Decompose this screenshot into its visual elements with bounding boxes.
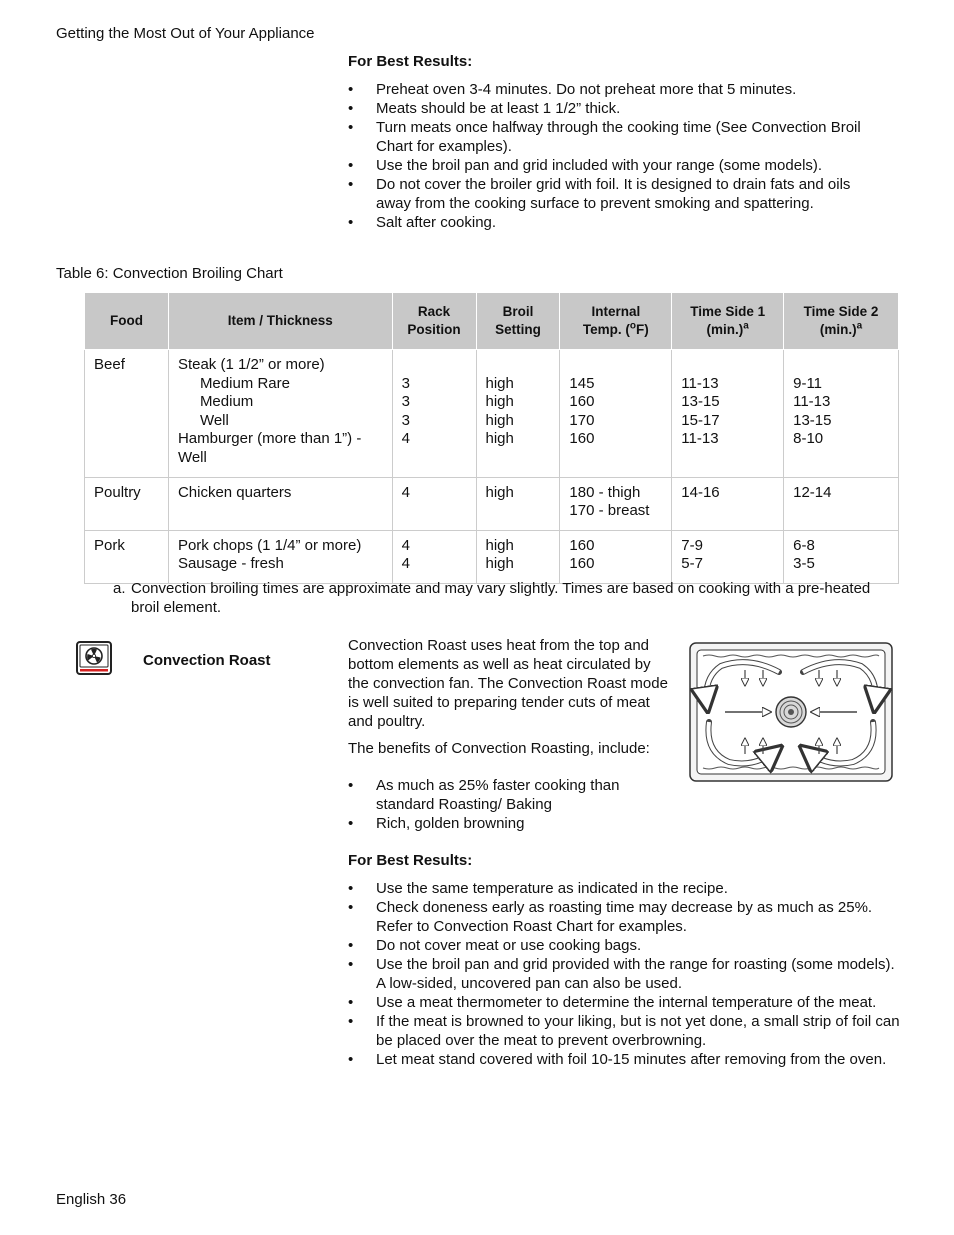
list-item: • Let meat stand covered with foil 10-15 minutes after removing from the oven. [348,1050,900,1069]
cell-temp: 160 160 [560,530,672,583]
footnote-text: Convection broiling times are approximate and may vary slightly. Times are based on cooking with a pre-heated broil element. [131,580,871,616]
broil-results-list [348,80,896,232]
list-item: • Rich, golden browning [348,814,670,833]
broil-results-heading: For Best Results: [348,53,473,70]
list-item: • Use the same temperature as indicated in the recipe. [348,879,900,898]
page-footer: English 36 [56,1191,127,1208]
list-item: • Do not cover meat or use cooking bags. [348,936,900,955]
roast-results-list [348,879,900,1069]
cell-food: Poultry [85,477,169,530]
convection-broiling-chart [84,292,899,584]
cell-item: Chicken quarters [168,477,392,530]
col-header-rack: Rack Position [392,293,476,350]
cell-temp: 180 - thigh 170 - breast [560,477,672,530]
cell-rack: 4 [392,477,476,530]
table-row [85,530,899,583]
cell-broil: high high high high [476,350,560,478]
cell-rack: 3 3 3 4 [392,350,476,478]
col-header-temp: Internal Temp. ($^o$F) [560,293,672,350]
list-item: • Check doneness early as roasting time may decrease by as much as 25%. Refer to Convection Roast Chart for examples. [348,898,900,936]
list-item: • Use the broil pan and grid provided with the range for roasting (some models). A low-sided, uncovered pan can also be used. [348,955,900,993]
list-item: • Turn meats once halfway through the cooking time (See Convection Broil Chart for examples). [348,118,896,156]
list-item: • Salt after cooking. [348,213,896,232]
col-header-broil: Broil Setting [476,293,560,350]
col-header-time-side-2: Time Side 2 $(\min.)^a$ [784,293,899,350]
cell-broil: high [476,477,560,530]
cell-food: Pork [85,530,169,583]
list-item: • Use the broil pan and grid included with your range (some models). [348,156,896,175]
table-caption: Table 6: Convection Broiling Chart [56,265,283,282]
convection-roast-icon [76,641,112,675]
cell-broil: high high [476,530,560,583]
roast-results-heading: For Best Results: [348,852,473,869]
table-footnote [113,579,873,617]
cell-time-side-2: 12-14 [784,477,899,530]
cell-time-side-1: 7-9 5-7 [672,530,784,583]
roast-benefits-intro: The benefits of Convection Roasting, include: [348,740,650,757]
col-header-item: Item / Thickness [168,293,392,350]
running-header: Getting the Most Out of Your Appliance [56,25,315,42]
list-item: • As much as 25% faster cooking than standard Roasting/ Baking [348,776,670,814]
table-header-row [85,293,899,350]
cell-time-side-1: 14-16 [672,477,784,530]
cell-time-side-1: 11-13 13-15 15-17 11-13 [672,350,784,478]
table-row [85,477,899,530]
roast-benefits-list [348,776,670,833]
cell-time-side-2: 9-11 11-13 13-15 8-10 [784,350,899,478]
col-header-time-side-1: Time Side 1 $(\min.)^a$ [672,293,784,350]
cell-rack: 4 4 [392,530,476,583]
cell-temp: 145 160 170 160 [560,350,672,478]
convection-airflow-diagram [689,642,893,782]
cell-time-side-2: 6-8 3-5 [784,530,899,583]
footnote-marker: a. [113,580,126,597]
cell-food: Beef [85,350,169,478]
list-item: • Use a meat thermometer to determine the internal temperature of the meat. [348,993,900,1012]
cell-item: Pork chops (1 1/4” or more) Sausage - fresh [168,530,392,583]
table-row [85,350,899,478]
roast-intro: Convection Roast uses heat from the top and bottom elements as well as heat circulated by the convection fan. The Convection Roast mode is well suited to preparing tender cuts of meat and poultry. [348,637,668,730]
list-item: • Do not cover the broiler grid with foil. It is designed to drain fats and oils away from the cooking surface to prevent smoking and spattering. [348,175,896,213]
col-header-food: Food [85,293,169,350]
list-item: • Meats should be at least 1 1/2” thick. [348,99,896,118]
section-title: Convection Roast [143,652,271,669]
list-item: • If the meat is browned to your liking, but is not yet done, a small strip of foil can be placed over the meat to prevent overbrowning. [348,1012,900,1050]
cell-item: Steak (1 1/2” or more) Medium Rare Medium Well Hamburger (more than 1”) - Well [168,350,392,478]
list-item: • Preheat oven 3-4 minutes. Do not preheat more that 5 minutes. [348,80,896,99]
